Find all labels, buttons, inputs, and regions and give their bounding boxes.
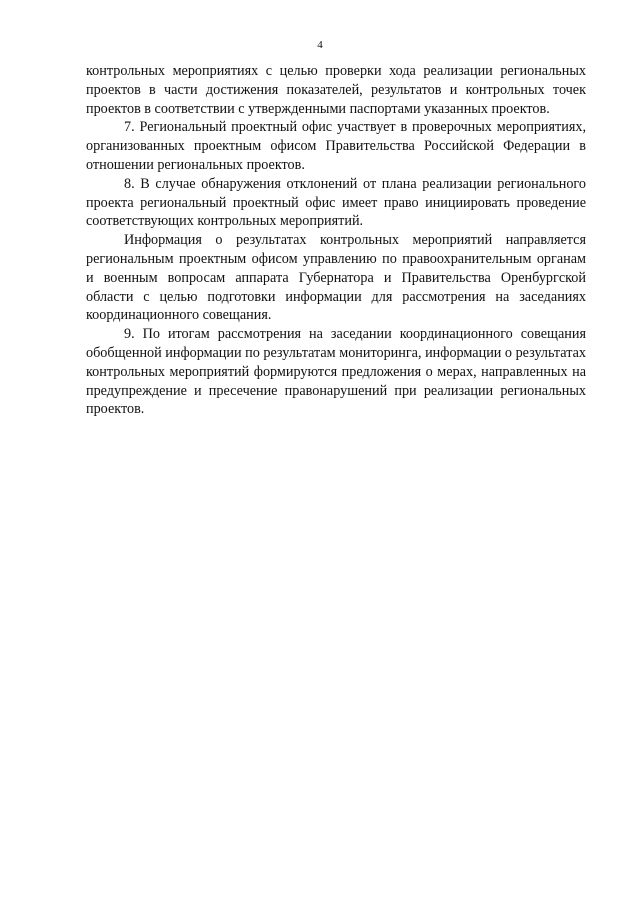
document-body (86, 62, 586, 419)
paragraph-item-9: 9. По итогам рассмотрения на заседании координационного совещания обобщенной информации по результатам мониторинга, информации о результатах контрольных мероприятий формируются предложения о мерах, направленных на предупреждение и пресечение правонарушений при реализации региональных проектов. (86, 326, 586, 418)
paragraph-information: Информация о результатах контрольных мероприятий направляется региональным проектным офисом управлению по правоохранительным органам и военным вопросам аппарата Губернатора и Правительства Оренбургской области с целью подготовки информации для рассмотрения на заседаниях координационного совещания. (86, 232, 586, 324)
paragraph-continuation: контрольных мероприятиях с целью проверки хода реализации региональных проектов в части достижения показателей, результатов и контрольных точек проектов в соответствии с утвержденными паспортами указанных проектов. (86, 63, 586, 117)
paragraph-item-8: 8. В случае обнаружения отклонений от плана реализации регионального проекта региональный проектный офис имеет право инициировать проведение соответствующих контрольных мероприятий. (86, 175, 586, 230)
page-number: 4 (317, 39, 323, 51)
paragraph-item-7: 7. Региональный проектный офис участвует в проверочных мероприятиях, организованных проектным офисом Правительства Российской Федерации в отношении региональных проектов. (86, 119, 586, 173)
